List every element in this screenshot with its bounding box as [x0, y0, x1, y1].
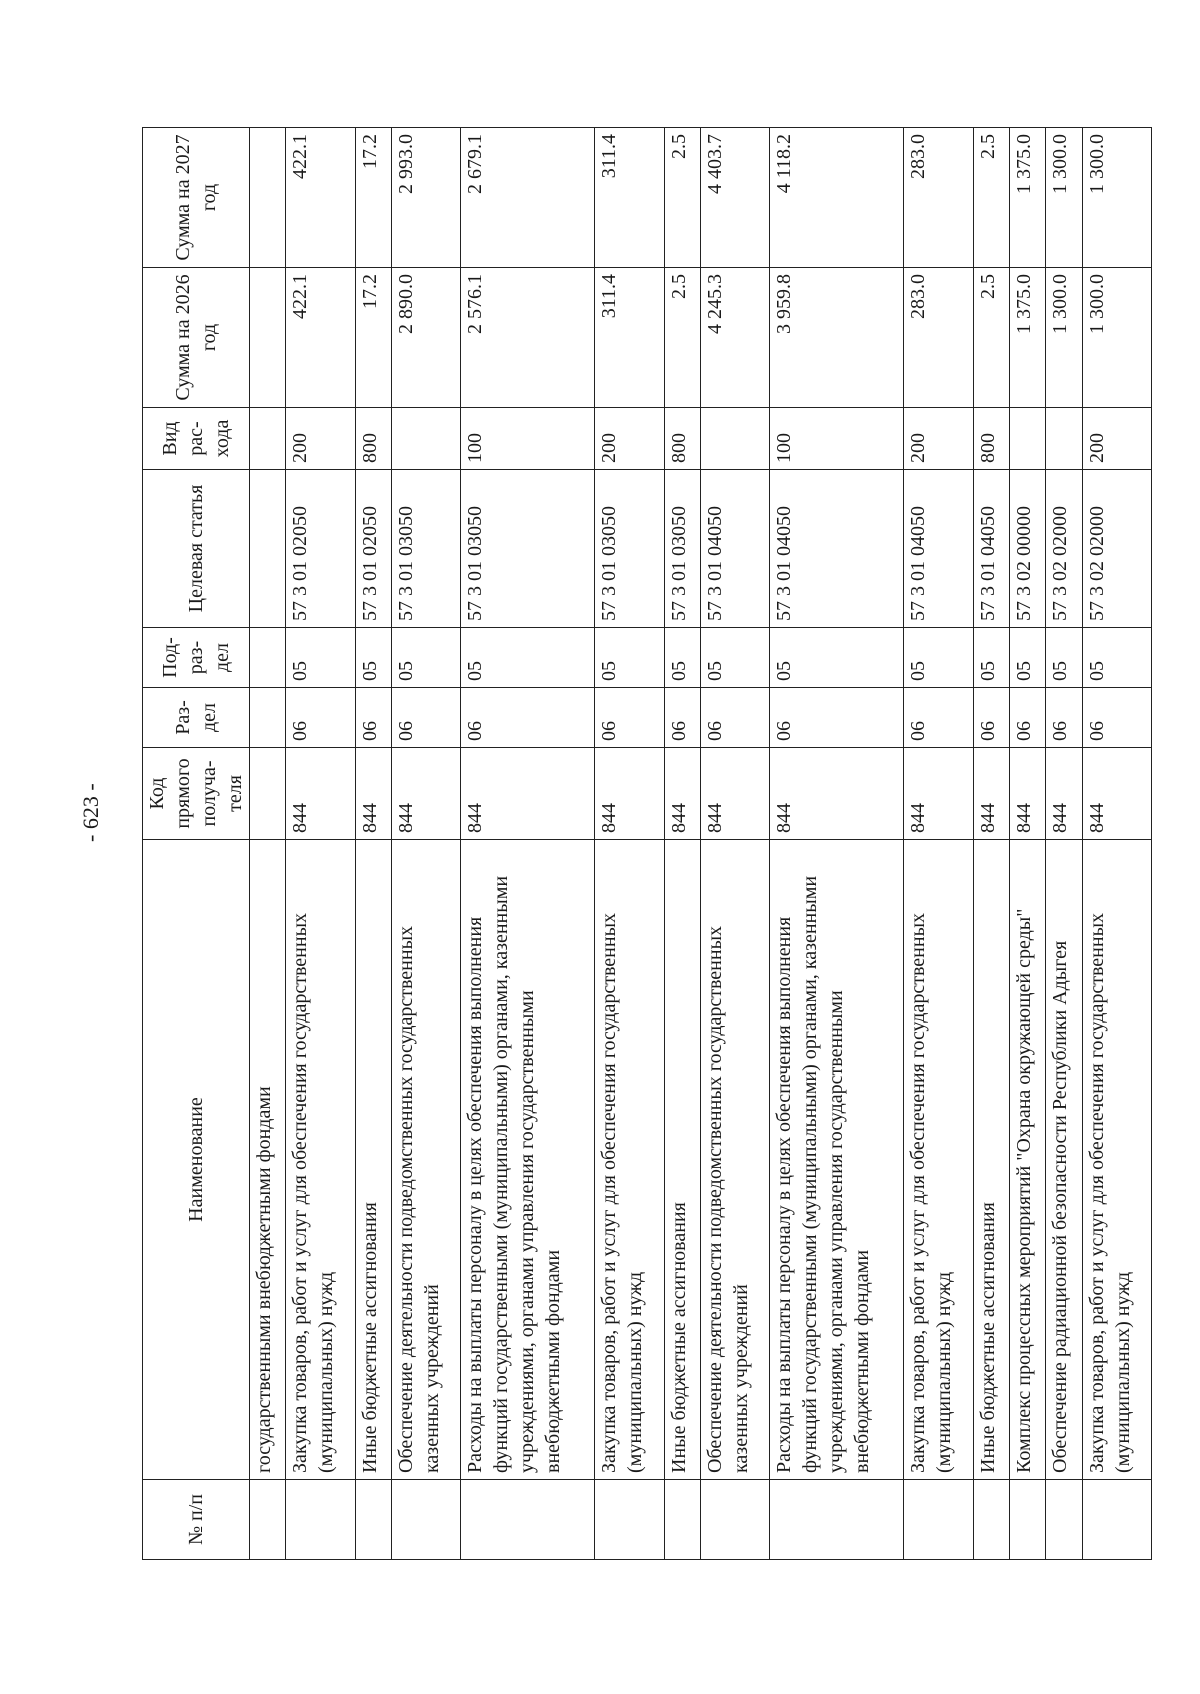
row-subsection: 05 — [700, 628, 769, 688]
row-name: Иные бюджетные ассигнования — [355, 840, 391, 1480]
row-sum-2027: 4 118.2 — [770, 128, 904, 268]
row-section — [250, 688, 286, 748]
row-section: 06 — [461, 688, 595, 748]
row-name: Закупка товаров, работ и услуг для обеспечения государственных (муниципальных) нужд — [595, 840, 664, 1480]
row-subsection: 05 — [904, 628, 973, 688]
header-subsection: Под-раз-дел — [143, 628, 250, 688]
row-target-article: 57 3 01 02050 — [355, 470, 391, 628]
row-target-article: 57 3 02 02000 — [1046, 470, 1082, 628]
row-sum-2027: 283.0 — [904, 128, 973, 268]
header-sum-2027: Сумма на 2027 год — [143, 128, 250, 268]
row-sum-2026: 3 959.8 — [770, 268, 904, 408]
row-subsection: 05 — [461, 628, 595, 688]
row-sum-2027: 17.2 — [355, 128, 391, 268]
row-sum-2026: 2 890.0 — [391, 268, 460, 408]
budget-table — [142, 127, 1152, 1560]
table-row — [973, 128, 1009, 1560]
row-number — [286, 1480, 355, 1560]
row-sum-2026: 4 245.3 — [700, 268, 769, 408]
row-expense-type — [700, 408, 769, 470]
row-sum-2026: 311.4 — [595, 268, 664, 408]
row-name: Закупка товаров, работ и услуг для обеспечения государственных (муниципальных) нужд — [286, 840, 355, 1480]
header-recipient-code: Код прямого получа-теля — [143, 748, 250, 840]
row-subsection: 05 — [595, 628, 664, 688]
row-sum-2026: 422.1 — [286, 268, 355, 408]
table-row — [286, 128, 355, 1560]
row-subsection: 05 — [1009, 628, 1045, 688]
row-name: Иные бюджетные ассигнования — [973, 840, 1009, 1480]
row-section: 06 — [973, 688, 1009, 748]
table-row — [904, 128, 973, 1560]
row-sum-2026: 1 300.0 — [1082, 268, 1151, 408]
header-name: Наименование — [143, 840, 250, 1480]
header-section: Раз-дел — [143, 688, 250, 748]
row-name: Обеспечение радиационной безопасности Республики Адыгея — [1046, 840, 1082, 1480]
table-row — [595, 128, 664, 1560]
row-number — [1009, 1480, 1045, 1560]
row-section: 06 — [595, 688, 664, 748]
row-expense-type — [1009, 408, 1045, 470]
row-subsection: 05 — [1046, 628, 1082, 688]
table-row — [1082, 128, 1151, 1560]
row-expense-type: 200 — [595, 408, 664, 470]
row-sum-2026: 1 375.0 — [1009, 268, 1045, 408]
row-section: 06 — [1046, 688, 1082, 748]
row-sum-2027: 2 679.1 — [461, 128, 595, 268]
row-recipient-code: 844 — [595, 748, 664, 840]
row-section: 06 — [391, 688, 460, 748]
row-sum-2027: 1 300.0 — [1046, 128, 1082, 268]
row-name: Закупка товаров, работ и услуг для обеспечения государственных (муниципальных) нужд — [1082, 840, 1151, 1480]
table-header-row — [143, 128, 250, 1560]
row-sum-2027 — [250, 128, 286, 268]
row-sum-2027: 311.4 — [595, 128, 664, 268]
row-name: Обеспечение деятельности подведомственных государственных казенных учреждений — [391, 840, 460, 1480]
table-row — [700, 128, 769, 1560]
row-name: Расходы на выплаты персоналу в целях обеспечения выполнения функций государственными (муниципальными) органами, казенными учреждениями, органами управления государственными внебюджетными фондами — [461, 840, 595, 1480]
row-subsection: 05 — [391, 628, 460, 688]
row-sum-2027: 2 993.0 — [391, 128, 460, 268]
row-number — [1046, 1480, 1082, 1560]
row-subsection: 05 — [1082, 628, 1151, 688]
row-target-article: 57 3 01 03050 — [664, 470, 700, 628]
row-expense-type: 800 — [973, 408, 1009, 470]
row-name: Комплекс процессных мероприятий "Охрана окружающей среды" — [1009, 840, 1045, 1480]
row-number — [355, 1480, 391, 1560]
page-number: - 623 - — [78, 783, 103, 842]
row-number — [904, 1480, 973, 1560]
row-subsection: 05 — [664, 628, 700, 688]
row-sum-2026: 2.5 — [973, 268, 1009, 408]
row-target-article: 57 3 01 04050 — [700, 470, 769, 628]
row-sum-2026: 2 576.1 — [461, 268, 595, 408]
row-recipient-code: 844 — [1009, 748, 1045, 840]
header-target-article: Целевая статья — [143, 470, 250, 628]
row-sum-2027: 422.1 — [286, 128, 355, 268]
row-name: Обеспечение деятельности подведомственных государственных казенных учреждений — [700, 840, 769, 1480]
row-number — [664, 1480, 700, 1560]
row-name: государственными внебюджетными фондами — [250, 840, 286, 1480]
row-recipient-code: 844 — [391, 748, 460, 840]
header-sum-2026: Сумма на 2026 год — [143, 268, 250, 408]
row-subsection: 05 — [973, 628, 1009, 688]
row-expense-type: 100 — [770, 408, 904, 470]
row-target-article: 57 3 02 02000 — [1082, 470, 1151, 628]
row-number — [1082, 1480, 1151, 1560]
row-subsection: 05 — [355, 628, 391, 688]
row-recipient-code: 844 — [700, 748, 769, 840]
row-section: 06 — [770, 688, 904, 748]
row-expense-type — [1046, 408, 1082, 470]
row-sum-2026: 2.5 — [664, 268, 700, 408]
row-recipient-code — [250, 748, 286, 840]
row-section: 06 — [904, 688, 973, 748]
row-number — [595, 1480, 664, 1560]
row-name: Иные бюджетные ассигнования — [664, 840, 700, 1480]
row-number — [391, 1480, 460, 1560]
row-name: Расходы на выплаты персоналу в целях обеспечения выполнения функций государственными (муниципальными) органами, казенными учреждениями, органами управления государственными внебюджетными фондами — [770, 840, 904, 1480]
row-section: 06 — [355, 688, 391, 748]
row-expense-type — [250, 408, 286, 470]
table-body — [250, 128, 1152, 1560]
row-target-article: 57 3 01 03050 — [391, 470, 460, 628]
row-section: 06 — [286, 688, 355, 748]
row-expense-type: 100 — [461, 408, 595, 470]
table-row — [391, 128, 460, 1560]
row-subsection: 05 — [770, 628, 904, 688]
row-sum-2027: 4 403.7 — [700, 128, 769, 268]
row-sum-2027: 1 375.0 — [1009, 128, 1045, 268]
row-section: 06 — [1009, 688, 1045, 748]
row-expense-type — [391, 408, 460, 470]
row-expense-type: 200 — [286, 408, 355, 470]
row-number — [973, 1480, 1009, 1560]
row-sum-2027: 1 300.0 — [1082, 128, 1151, 268]
row-target-article: 57 3 01 04050 — [904, 470, 973, 628]
row-subsection: 05 — [286, 628, 355, 688]
table-row — [250, 128, 286, 1560]
row-number — [770, 1480, 904, 1560]
row-recipient-code: 844 — [973, 748, 1009, 840]
row-recipient-code: 844 — [355, 748, 391, 840]
row-target-article: 57 3 01 04050 — [770, 470, 904, 628]
header-expense-type: Вид рас-хода — [143, 408, 250, 470]
row-subsection — [250, 628, 286, 688]
row-target-article — [250, 470, 286, 628]
table-row — [355, 128, 391, 1560]
row-recipient-code: 844 — [461, 748, 595, 840]
row-sum-2026: 17.2 — [355, 268, 391, 408]
row-recipient-code: 844 — [664, 748, 700, 840]
row-sum-2027: 2.5 — [664, 128, 700, 268]
row-sum-2026 — [250, 268, 286, 408]
row-number — [700, 1480, 769, 1560]
row-target-article: 57 3 01 02050 — [286, 470, 355, 628]
row-expense-type: 200 — [904, 408, 973, 470]
table-row — [461, 128, 595, 1560]
row-recipient-code: 844 — [286, 748, 355, 840]
row-recipient-code: 844 — [1082, 748, 1151, 840]
row-recipient-code: 844 — [1046, 748, 1082, 840]
row-recipient-code: 844 — [770, 748, 904, 840]
row-sum-2026: 1 300.0 — [1046, 268, 1082, 408]
table-row — [1046, 128, 1082, 1560]
row-target-article: 57 3 02 00000 — [1009, 470, 1045, 628]
row-number — [461, 1480, 595, 1560]
row-sum-2026: 283.0 — [904, 268, 973, 408]
row-number — [250, 1480, 286, 1560]
row-expense-type: 800 — [664, 408, 700, 470]
row-target-article: 57 3 01 04050 — [973, 470, 1009, 628]
row-section: 06 — [664, 688, 700, 748]
table-row — [1009, 128, 1045, 1560]
row-recipient-code: 844 — [904, 748, 973, 840]
row-expense-type: 800 — [355, 408, 391, 470]
row-target-article: 57 3 01 03050 — [461, 470, 595, 628]
row-section: 06 — [1082, 688, 1151, 748]
table-row — [770, 128, 904, 1560]
row-sum-2027: 2.5 — [973, 128, 1009, 268]
header-number: № п/п — [143, 1480, 250, 1560]
table-row — [664, 128, 700, 1560]
row-expense-type: 200 — [1082, 408, 1151, 470]
row-name: Закупка товаров, работ и услуг для обеспечения государственных (муниципальных) нужд — [904, 840, 973, 1480]
row-target-article: 57 3 01 03050 — [595, 470, 664, 628]
budget-table-sheet — [142, 128, 1152, 1560]
row-section: 06 — [700, 688, 769, 748]
